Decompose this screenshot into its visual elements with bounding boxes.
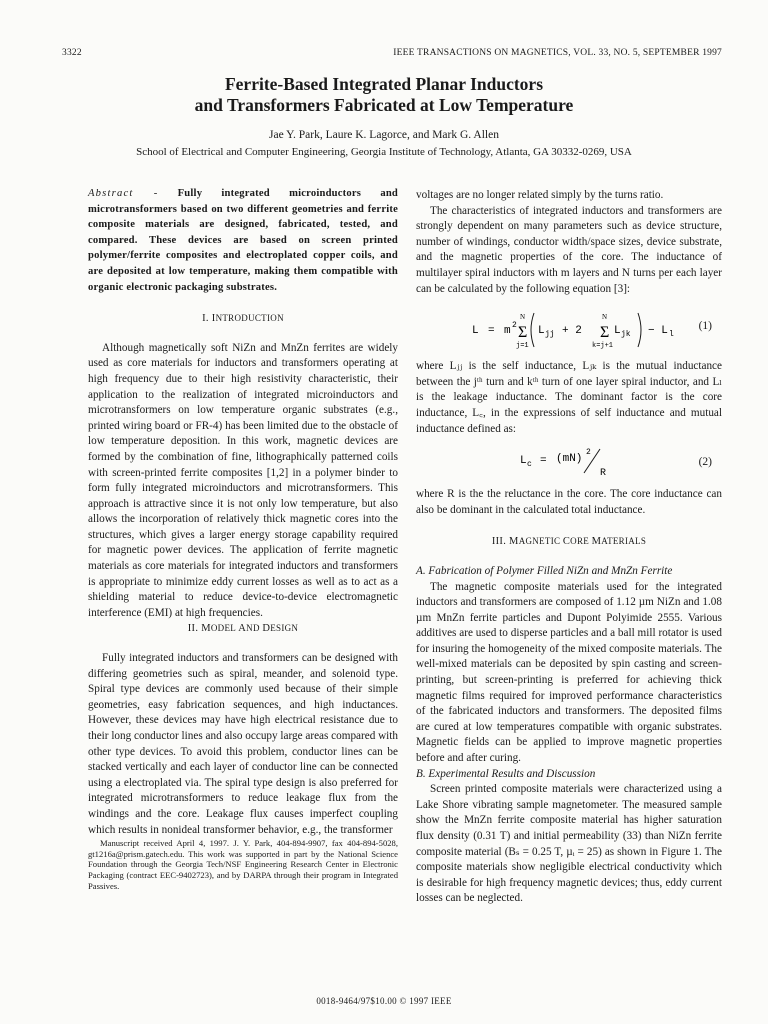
title-line-1: Ferrite-Based Integrated Planar Inductors: [224, 74, 544, 94]
right-paragraph-4: where R is the the reluctance in the core. The core inductance can also be dominant in the calculated total inductance.: [416, 488, 722, 516]
left-column: [88, 186, 398, 891]
section-heading-magnetic-core-materials: III. MAGNETIC CORE MATERIALS: [491, 536, 647, 548]
eq2-sup: 2: [586, 448, 591, 458]
eq1-sum-bot: j=1: [516, 342, 529, 351]
running-header: [62, 48, 722, 62]
eq2-num: (mN): [556, 453, 583, 466]
eq1-sup2: 2: [512, 321, 517, 331]
eq1-right-paren: [638, 313, 641, 347]
equation-1-number: (1): [698, 320, 712, 333]
eq1-plus2: + 2: [562, 325, 582, 338]
eq2-den: R: [600, 468, 607, 480]
equation-1: [416, 303, 722, 353]
journal-line: IEEE TRANSACTIONS ON MAGNETICS, VOL. 33, NO. 5, SEPTEMBER 1997: [393, 48, 722, 58]
right-paragraph-2: The characteristics of integrated inductors and transformers are strongly dependent on many parameters such as device structure, number of windings, conductor width/space sizes, device substrate, and the magnetic properties of the core. The inductance of multilayer spiral inductors with m layers and N turns per each layer can be calculated by the following equation [3]:: [416, 204, 722, 295]
eq1-eq: =: [488, 325, 495, 338]
abstract: [88, 186, 398, 295]
model-paragraph: Fully integrated inductors and transformers can be designed with differing geometries such as spiral, meander, and solenoid type. Spiral type devices are commonly used because of their simple geometries, easy fabrication sequences, and high inductances. However, these devices may have high electrical resistance due to their long conductor lines and also occupy large areas compared with other type devices. To avoid this problem, conductor lines can be stacked vertically and each layer of conductor line can be connected using a electroplated via. The spiral type design is also preferred for integrated microtransformers to reduce leakage flux from the windings and the core. Leakage flux causes imperfect coupling which results in nonideal transformer behavior, e.g., the transformer: [88, 652, 398, 836]
eq2-lhs: L: [520, 455, 527, 468]
eq1-L: L: [472, 325, 479, 338]
eq1-m: m: [504, 325, 511, 338]
eq1-minus-L: − L: [648, 325, 668, 338]
eq1-l: l: [669, 330, 674, 340]
abstract-label: Abstract -: [88, 188, 159, 199]
right-column: [416, 188, 722, 907]
footnote: Manuscript received April 4, 1997. J. Y. Park, 404-894-9907, fax 404-894-5028, gt1216a@prism.gatech.edu. This work was supported in part by the National Science Foundation through the Georgia Tech/NSF Engineering Research Center in Electronic Packaging (contract EEC-9402723), and by DARPA through their program in Integrated Passives.: [88, 838, 398, 891]
eq2-eq: =: [540, 455, 547, 468]
title-line-2: and Transformers Fabricated at Low Temperature: [194, 95, 574, 115]
right-paragraph-3: where Lⱼⱼ is the self inductance, Lⱼₖ is the mutual inductance between the jᵗʰ turn and kᵗʰ turn of one layer spiral inductor, and Lₗ is the leakage inductance. The dominant factor is the core inductance, L꜀, in the expressions of self inductance and mutual inductance defined as:: [416, 360, 722, 435]
page-number: 3322: [62, 48, 82, 58]
eq1-jj: jj: [545, 330, 555, 340]
affiliation: School of Electrical and Computer Engineering, Georgia Institute of Technology, Atlanta, GA 30332-0269, USA: [136, 146, 632, 158]
abstract-text: Fully integrated microinductors and microtransformers based on two different geometries and ferrite composite materials are designed, fabricated, tested, and compared. These devices are based on screen printed polymer/ferrite composites and electroplated copper coils, and are deposited at low temperature, making them compatible with organic electronic packaging substrates.: [88, 188, 398, 293]
eq1-jk: jk: [621, 330, 631, 340]
eq1-sigma: Σ: [518, 324, 528, 342]
subsection-b-heading: B. Experimental Results and Discussion: [416, 767, 596, 780]
eq1-sum2-top: N: [602, 313, 608, 322]
equation-2: [416, 441, 722, 481]
subsection-a-heading: A. Fabrication of Polymer Filled NiZn and MnZn Ferrite: [416, 564, 673, 577]
section-heading-model-design: II. MODEL AND DESIGN: [187, 623, 299, 635]
eq2-lhs-sub: c: [527, 460, 532, 470]
eq1-Ljk: L: [614, 325, 621, 338]
eq1-sum2-bot: k=j+1: [592, 342, 614, 351]
authors: Jae Y. Park, Laure K. Lagorce, and Mark G. Allen: [269, 129, 499, 141]
equation-1-graphic: [416, 303, 722, 353]
subsection-b-paragraph: Screen printed composite materials were characterized using a Lake Shore vibrating sample magnetometer. The measured sample show the MnZn ferrite composite material has higher saturation flux density (0.31 T) and initial permeability (33) than NiZn ferrite composite material (Bₛ = 0.25 T, µᵢ = 25) as shown in Figure 1. The composite materials show negligible electrical conductivity which is desirable for high frequency magnetic devices; thus, eddy current losses can be neglected.: [416, 783, 722, 905]
paper-title: [0, 74, 768, 116]
eq1-sigma2: Σ: [600, 324, 610, 342]
right-paragraph-1: voltages are no longer related simply by the turns ratio.: [416, 189, 664, 201]
section-heading-introduction: I. INTRODUCTION: [202, 313, 284, 325]
intro-paragraph: Although magnetically soft NiZn and MnZn ferrites are widely used as core materials for inductors and transformers operating at high frequency due to their high resistivity characteristic, their application to the realization of integrated microinductors and microtransformers on low temperature organic substrates (e.g., printed wiring board or FR-4) has been limited due to the obstacle of low temperature deposition. In this work, magnetic devices are formed by the combination of fine, lithographically patterned coils with screen-printed ferrite composites [1,2] in a polymer binder to form fully integrated microinductors and microtransformers. This approach is attractive since it is not only low temperature, but also allows the incorporation of relatively thick magnetic cores into the structures, which gives a larger energy storage capability required for magnetic power devices. The application of ferrite magnetic materials as core materials for integrated inductors and transformers is appropriate to minimize eddy current losses as well as to act as a shielding material to reduce device-to-device electromagnetic interference (EMI) at high frequencies.: [88, 341, 398, 619]
subsection-a-paragraph: The magnetic composite materials used for the integrated inductors and transformers are composed of 1.12 µm NiZn and 1.08 µm MnZn ferrite particles and Dupont Polyimide 2555. Various additives are used to disperse particles and a ball mill rotator is used for insuring the homogeneity of the mixed composite materials. The well-mixed materials can be deposited by spin casting and screen-printing, but screen-printing is preferred for achieving thick magnetic films required for improved performance characteristics of the fabricated inductors and transformers. The deposited films are cured at low temperatures compatible with organic substrates. Magnetic fields can be applied to improve magnetic properties before and after curing.: [416, 580, 722, 765]
equation-2-graphic: [416, 441, 722, 481]
eq1-left-paren: [531, 313, 534, 347]
eq1-Ljj: L: [538, 325, 545, 338]
copyright-line: 0018-9464/97$10.00 © 1997 IEEE: [316, 996, 452, 1006]
eq1-sum-top: N: [520, 313, 526, 322]
equation-2-number: (2): [698, 456, 712, 469]
